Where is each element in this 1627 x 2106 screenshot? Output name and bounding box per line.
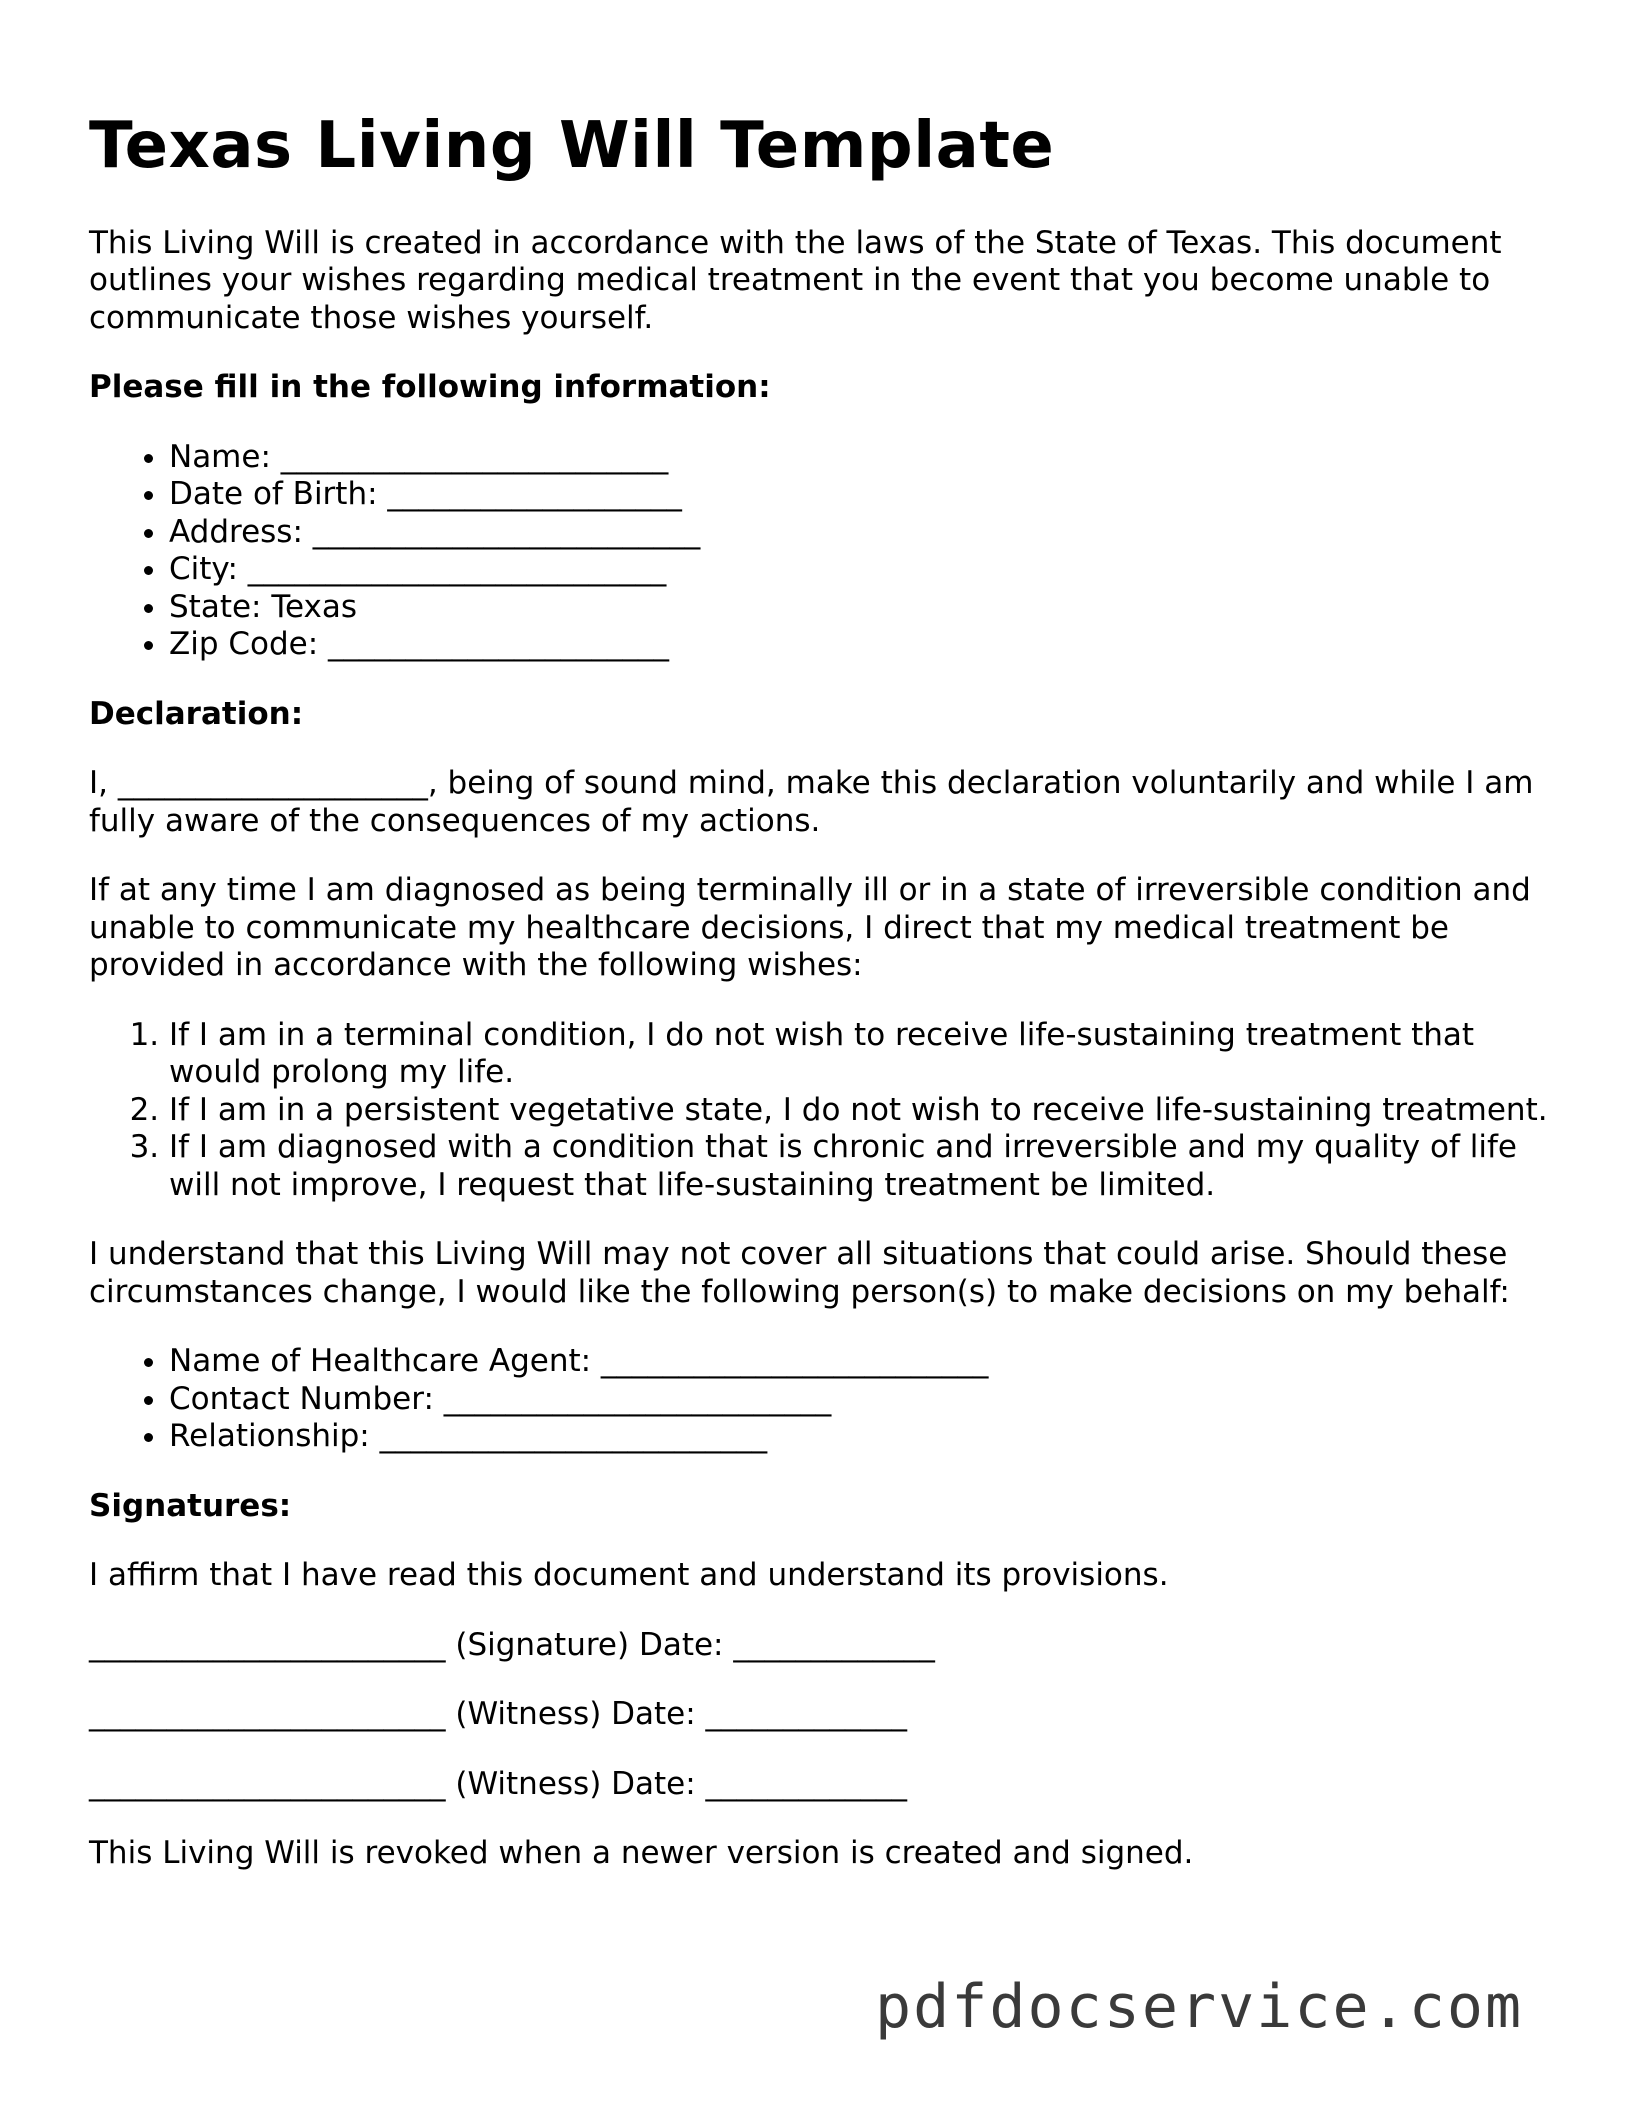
field-date-of-birth: • Date of Birth: ___________________ xyxy=(169,476,1549,514)
witness-line: _______________________ (Witness) Date: _____________ xyxy=(89,1696,908,1733)
field-contact-number: • Contact Number: _________________________ xyxy=(169,1381,1549,1419)
wishes-list xyxy=(89,1017,1549,1205)
declaration-paragraph-1: I, ____________________, being of sound mind, make this declaration voluntarily and while I am fully aware of the consequences of my actions. xyxy=(89,765,1534,839)
field-healthcare-agent: • Name of Healthcare Agent: _________________________ xyxy=(169,1343,1549,1381)
watermark-logo: pdfdocservice.com xyxy=(875,1972,1524,2042)
field-city: • City: ___________________________ xyxy=(169,551,1549,589)
wish-item: 1. If I am in a terminal condition, I do not wish to receive life-sustaining treatment that would prolong my life. xyxy=(169,1017,1549,1092)
document-page xyxy=(89,108,1549,1905)
intro-paragraph: This Living Will is created in accordance with the laws of the State of Texas. This document outlines your wishes regarding medical treatment in the event that you become unable to communicate those wishes yourself. xyxy=(89,224,1502,336)
declaration-heading: Declaration: xyxy=(89,695,304,732)
field-state: • State: Texas xyxy=(169,589,1549,627)
field-zip-code: • Zip Code: ______________________ xyxy=(169,626,1549,664)
wish-item: 2. If I am in a persistent vegetative state, I do not wish to receive life-sustaining treatment. xyxy=(169,1092,1549,1130)
affirm-statement: I affirm that I have read this document and understand its provisions. xyxy=(89,1557,1169,1594)
revocation-statement: This Living Will is revoked when a newer version is created and signed. xyxy=(89,1835,1194,1872)
wish-item: 3. If I am diagnosed with a condition that is chronic and irreversible and my quality of life will not improve, I request that life-sustaining treatment be limited. xyxy=(169,1129,1549,1204)
signatures-heading: Signatures: xyxy=(89,1487,292,1524)
personal-info-list xyxy=(89,439,1549,664)
witness-line: _______________________ (Witness) Date: _____________ xyxy=(89,1765,908,1802)
agent-intro-paragraph: I understand that this Living Will may not cover all situations that could arise. Should these circumstances change, I would like the following person(s) to make decisions on my behalf: xyxy=(89,1236,1510,1310)
fill-info-heading: Please fill in the following information: xyxy=(89,369,771,406)
field-address: • Address: _________________________ xyxy=(169,514,1549,552)
signature-line: _______________________ (Signature) Date: _____________ xyxy=(89,1626,935,1663)
field-relationship: • Relationship: _________________________ xyxy=(169,1418,1549,1456)
field-name: • Name: _________________________ xyxy=(169,439,1549,477)
document-title: Texas Living Will Template xyxy=(89,109,1055,183)
agent-info-list xyxy=(89,1343,1549,1456)
declaration-paragraph-2: If at any time I am diagnosed as being terminally ill or in a state of irreversible condition and unable to communicate my healthcare decisions, I direct that my medical treatment be provided in accordance with the following wishes: xyxy=(89,872,1531,984)
